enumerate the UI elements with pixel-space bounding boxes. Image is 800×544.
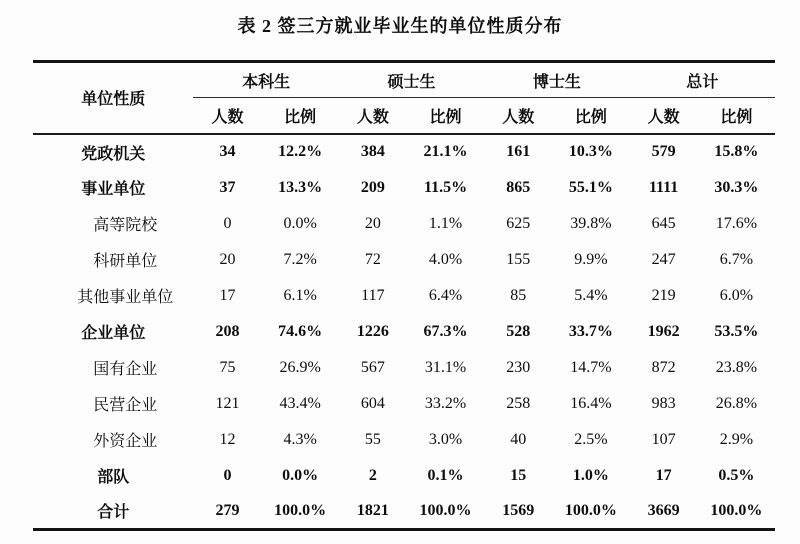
cell-value: 1569 — [484, 494, 552, 530]
subcolumn-header: 比例 — [262, 98, 339, 134]
cell-value: 40 — [510, 430, 527, 448]
cell-value: 5.4% — [574, 286, 608, 304]
cell-value: 1.1% — [428, 214, 463, 232]
subcolumn-header: 人数 — [630, 98, 698, 134]
cell-value: 100.0% — [552, 494, 629, 530]
table-body — [33, 134, 775, 530]
table-row — [33, 350, 775, 386]
cell-value: 72 — [364, 250, 381, 268]
cell-value: 983 — [651, 394, 676, 412]
table-row — [33, 386, 775, 422]
cell-value: 4.0% — [428, 250, 463, 268]
cell-value: 0.1% — [427, 466, 464, 484]
cell-value: 604 — [360, 394, 385, 412]
cell-value: 528 — [506, 322, 531, 340]
cell-value: 247 — [651, 250, 676, 268]
row-label: 高等院校 — [93, 217, 158, 234]
cell-value: 30.3% — [714, 178, 759, 196]
subcolumn-header: 人数 — [484, 98, 552, 134]
cell-value: 12.2% — [278, 143, 323, 160]
cell-value: 26.8% — [715, 394, 758, 412]
cell-value: 14.7% — [570, 358, 612, 376]
row-label: 外资企业 — [93, 433, 158, 450]
cell-value: 37 — [219, 178, 236, 196]
cell-value: 55 — [364, 430, 381, 448]
cell-value: 6.0% — [719, 286, 754, 304]
cell-value: 6.7% — [719, 250, 754, 268]
cell-value: 9.9% — [574, 250, 608, 268]
cell-value: 31.1% — [424, 358, 467, 376]
row-label: 国有企业 — [93, 361, 158, 378]
row-label: 部队 — [97, 469, 130, 486]
cell-value: 33.2% — [424, 394, 467, 412]
cell-value: 3669 — [630, 494, 698, 530]
cell-value: 6.4% — [428, 286, 463, 304]
group-header-row — [33, 62, 775, 98]
table-row — [33, 206, 775, 242]
cell-value: 567 — [360, 358, 385, 376]
cell-value: 15.8% — [714, 143, 759, 160]
table-title: 表 2 签三方就业毕业生的单位性质分布 — [237, 16, 563, 36]
table-row — [33, 314, 775, 350]
cell-value: 17 — [219, 286, 236, 304]
cell-value: 33.7% — [568, 322, 613, 340]
cell-value: 2 — [368, 466, 377, 484]
cell-value: 34 — [219, 143, 236, 160]
cell-value: 161 — [506, 143, 531, 160]
cell-value: 258 — [506, 394, 531, 412]
cell-value: 15 — [510, 466, 527, 484]
cell-value: 3.0% — [428, 430, 463, 448]
row-label: 事业单位 — [81, 181, 146, 198]
cell-value: 579 — [651, 143, 676, 160]
cell-value: 100.0% — [262, 494, 339, 530]
cell-value: 230 — [506, 358, 531, 376]
cell-value: 208 — [215, 322, 240, 340]
cell-value: 17.6% — [715, 214, 758, 232]
cell-value: 1111 — [648, 178, 679, 196]
row-label: 民营企业 — [93, 397, 158, 414]
cell-value: 20 — [219, 250, 236, 268]
cell-value: 17 — [655, 466, 672, 484]
cell-value: 209 — [360, 178, 385, 196]
cell-value: 85 — [510, 286, 527, 304]
row-label: 企业单位 — [81, 325, 146, 342]
table-row — [33, 422, 775, 458]
cell-value: 12 — [219, 430, 236, 448]
cell-value: 117 — [361, 286, 385, 304]
group-header-3: 总计 — [630, 62, 775, 98]
subcolumn-header: 人数 — [339, 98, 407, 134]
table-row — [33, 170, 775, 206]
cell-value: 26.9% — [279, 358, 321, 376]
subcolumn-header: 人数 — [193, 98, 261, 134]
cell-value: 1962 — [647, 322, 680, 340]
group-header-0: 本科生 — [193, 62, 338, 98]
cell-value: 0.0% — [283, 214, 317, 232]
table-row — [33, 494, 775, 530]
cell-value: 100.0% — [698, 494, 775, 530]
cell-value: 1226 — [356, 322, 389, 340]
cell-value: 21.1% — [423, 143, 468, 160]
cell-value: 645 — [651, 214, 676, 232]
row-label: 其他事业单位 — [77, 289, 174, 306]
cell-value: 10.3% — [568, 143, 613, 160]
cell-value: 75 — [219, 358, 236, 376]
cell-value: 7.2% — [283, 250, 317, 268]
cell-value: 219 — [651, 286, 676, 304]
cell-value: 2.9% — [719, 430, 754, 448]
cell-value: 100.0% — [407, 494, 484, 530]
column-header-unit-nature: 单位性质 — [33, 62, 193, 134]
cell-value: 279 — [193, 494, 261, 530]
row-label: 科研单位 — [93, 253, 158, 270]
cell-value: 0.5% — [718, 466, 755, 484]
cell-value: 865 — [506, 178, 531, 196]
cell-value: 16.4% — [570, 394, 612, 412]
cell-value: 4.3% — [283, 430, 317, 448]
employment-unit-table — [33, 60, 775, 531]
subcolumn-header: 比例 — [552, 98, 629, 134]
cell-value: 67.3% — [423, 322, 468, 340]
cell-value: 107 — [651, 430, 676, 448]
cell-value: 0.0% — [282, 466, 319, 484]
group-header-1: 硕士生 — [339, 62, 484, 98]
subcolumn-header: 比例 — [698, 98, 775, 134]
cell-value: 39.8% — [570, 214, 612, 232]
cell-value: 6.1% — [283, 286, 317, 304]
cell-value: 74.6% — [278, 322, 323, 340]
row-label: 合计 — [33, 494, 193, 530]
table-row — [33, 134, 775, 170]
cell-value: 1821 — [339, 494, 407, 530]
cell-value: 55.1% — [568, 178, 613, 196]
table-row — [33, 458, 775, 494]
row-label: 党政机关 — [81, 145, 146, 163]
cell-value: 625 — [506, 214, 531, 232]
cell-value: 11.5% — [423, 178, 468, 196]
cell-value: 1.0% — [572, 466, 609, 484]
cell-value: 13.3% — [278, 178, 323, 196]
cell-value: 0 — [223, 214, 232, 232]
table-row — [33, 278, 775, 314]
cell-value: 2.5% — [574, 430, 608, 448]
cell-value: 43.4% — [279, 394, 321, 412]
cell-value: 872 — [651, 358, 676, 376]
table-row — [33, 242, 775, 278]
subcolumn-header: 比例 — [407, 98, 484, 134]
cell-value: 23.8% — [715, 358, 758, 376]
cell-value: 384 — [360, 143, 385, 160]
group-header-2: 博士生 — [484, 62, 629, 98]
cell-value: 0 — [223, 466, 232, 484]
cell-value: 20 — [364, 214, 381, 232]
cell-value: 53.5% — [714, 322, 759, 340]
cell-value: 155 — [506, 250, 531, 268]
cell-value: 121 — [215, 394, 240, 412]
